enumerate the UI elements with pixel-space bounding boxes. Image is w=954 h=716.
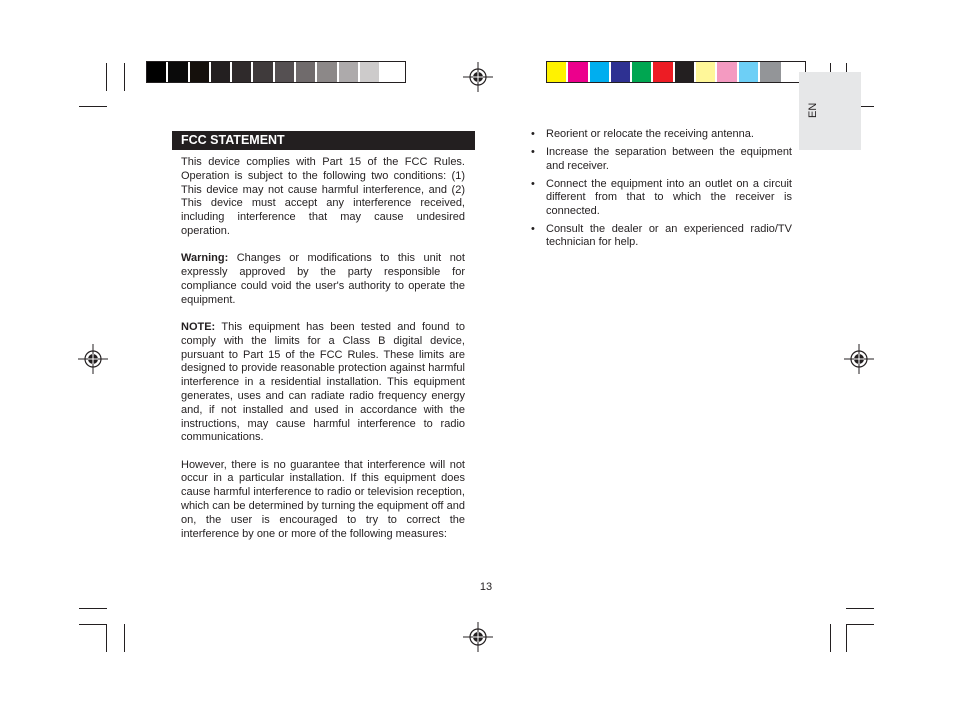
- grayscale-color-bar: [146, 61, 406, 83]
- color-swatch: [717, 62, 738, 82]
- color-swatch: [360, 62, 381, 82]
- color-swatch: [590, 62, 611, 82]
- color-swatch: [696, 62, 717, 82]
- color-swatch: [611, 62, 632, 82]
- crop-mark: [106, 624, 107, 652]
- color-swatch: [168, 62, 189, 82]
- color-swatch: [339, 62, 360, 82]
- crop-mark: [79, 608, 107, 609]
- color-swatch: [381, 62, 402, 82]
- page-number: 13: [479, 581, 493, 593]
- note-text: This equipment has been tested and found to comply with the limits for a Class B digital device, pursuant to Part 15 of the FCC Rules. These limits are designed to provide reasonable protection against harmful interference in a residential installation. This equipment generates, uses and can radiate radio frequency energy and, if not installed and used in accordance with the instructions, may cause harmful interference to radio communications.: [181, 320, 465, 444]
- color-swatch: [253, 62, 274, 82]
- measures-paragraph: However, there is no guarantee that interference will not occur in a particular installation. If this equipment does cause harmful interference to radio or television reception, which can be determined by turning the equipment off and on, the user is encouraged to try to correct the interference by one or more of the following measures:: [181, 458, 465, 540]
- bullet: •: [531, 222, 535, 235]
- compliance-paragraph: This device complies with Part 15 of the FCC Rules. Operation is subject to the following two conditions: (1) This device may not cause harmful interference, and (2) This device must accept any interference received, including interference that may cause undesired operation.: [181, 156, 465, 237]
- bullet: •: [531, 146, 535, 158]
- crop-mark: [846, 608, 874, 609]
- list-item: • Consult the dealer or an experienced radio/TV technician for help.: [531, 222, 792, 248]
- language-tab: [799, 72, 861, 150]
- warning-text: Changes or modifications to this unit not expressly approved by the party responsible for compliance could void the user's authority to operate the equipment.: [181, 252, 465, 306]
- color-swatch: [147, 62, 168, 82]
- crop-mark: [124, 63, 125, 91]
- list-item: • Reorient or relocate the receiving antenna.: [531, 128, 754, 140]
- color-swatch: [632, 62, 653, 82]
- warning-paragraph: [181, 252, 465, 307]
- bullet: •: [531, 128, 535, 140]
- color-swatch: [675, 62, 696, 82]
- color-swatch: [739, 62, 760, 82]
- right-column: [531, 128, 792, 254]
- crop-mark: [846, 624, 874, 625]
- registration-mark-icon: [844, 344, 874, 374]
- list-item: • Connect the equipment into an outlet on a circuit different from that to which the receiver is connected.: [531, 177, 792, 217]
- measures-list: [531, 128, 792, 250]
- color-swatch: [275, 62, 296, 82]
- warning-label: Warning:: [181, 252, 229, 265]
- list-item: • Increase the separation between the equipment and receiver.: [531, 146, 792, 172]
- language-label: EN: [807, 102, 819, 118]
- crop-mark: [124, 624, 125, 652]
- crop-mark: [79, 624, 107, 625]
- color-swatch: [760, 62, 781, 82]
- color-swatch: [568, 62, 589, 82]
- color-swatch: [547, 62, 568, 82]
- crop-mark: [106, 63, 107, 91]
- registration-mark-icon: [78, 344, 108, 374]
- color-swatch: [190, 62, 211, 82]
- crop-mark: [79, 106, 107, 107]
- section-heading: FCC STATEMENT: [172, 131, 475, 150]
- process-color-bar: [546, 61, 806, 83]
- crop-mark: [830, 624, 831, 652]
- registration-mark-icon: [463, 62, 493, 92]
- color-swatch: [653, 62, 674, 82]
- crop-mark: [846, 624, 847, 652]
- bullet: •: [531, 177, 535, 190]
- color-swatch: [211, 62, 232, 82]
- color-swatch: [232, 62, 253, 82]
- left-column: [181, 156, 465, 555]
- note-paragraph: [181, 321, 465, 445]
- registration-mark-icon: [463, 622, 493, 652]
- color-swatch: [317, 62, 338, 82]
- note-label: NOTE:: [181, 320, 216, 333]
- color-swatch: [296, 62, 317, 82]
